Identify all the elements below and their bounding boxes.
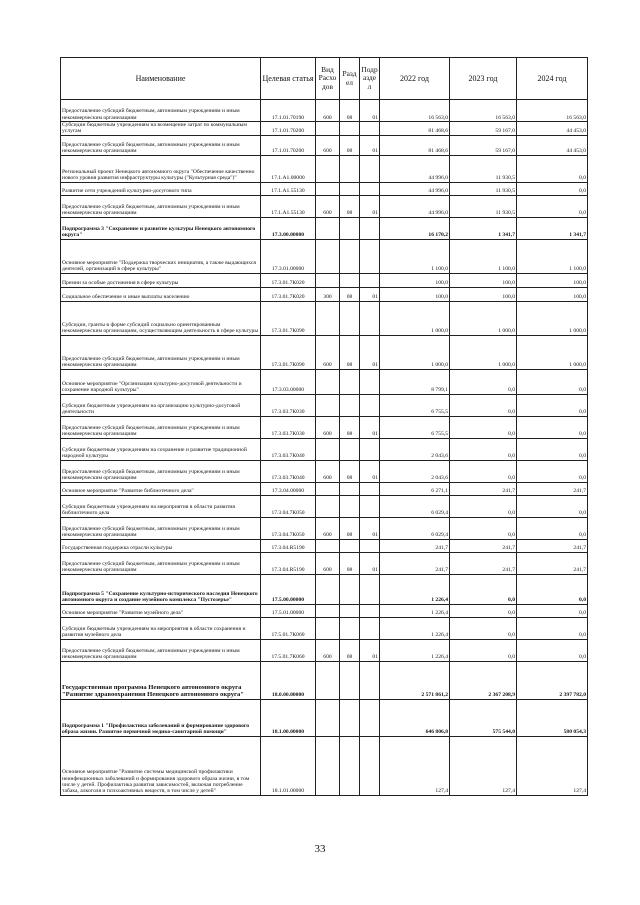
cell-expense-type	[316, 736, 340, 795]
budget-table	[60, 57, 588, 796]
cell-name: Предоставление субсидий бюджетным, автономным учреждениям и иным некоммерческим организациям	[61, 639, 261, 661]
cell-target: 18.1.00.00000	[261, 699, 316, 736]
cell-expense-type: 600	[316, 135, 340, 155]
cell-2023: 1 341,7	[450, 217, 517, 239]
cell-expense-type	[316, 239, 340, 273]
table-row	[61, 552, 588, 574]
cell-2023: 0,0	[450, 369, 517, 394]
cell-name: Предоставление субсидий бюджетным, автономным учреждениям и иным некоммерческим организациям	[61, 100, 261, 122]
table-row	[61, 495, 588, 517]
table-row	[61, 335, 588, 369]
cell-expense-type: 300	[316, 287, 340, 301]
cell-subsection	[360, 273, 380, 287]
cell-expense-type	[316, 495, 340, 517]
table-row	[61, 617, 588, 639]
cell-target: 17.1.01.70200	[261, 122, 316, 136]
cell-section	[340, 122, 360, 136]
cell-2022: 6 271,1	[380, 482, 450, 495]
cell-2023: 0,0	[450, 438, 517, 460]
cell-2022: 2 571 861,2	[380, 661, 450, 699]
cell-name: Основное мероприятие "Развитие системы медицинской профилактики неинфекционных заболеваний и формирования здорового образа жизни, в том числе у детей. Профилактика развития зависимостей, включая потребление табака, алкоголя и психоактивных веществ, в том числе у детей"	[61, 736, 261, 795]
table-row	[61, 604, 588, 617]
cell-name: Предоставление субсидий бюджетным, автономным учреждениям и иным некоммерческим организациям	[61, 195, 261, 217]
cell-2024: 0,0	[517, 438, 588, 460]
table-row	[61, 301, 588, 335]
cell-subsection: 01	[360, 517, 380, 539]
cell-2024: 0,0	[517, 495, 588, 517]
cell-section: 08	[340, 135, 360, 155]
cell-2022: 6 029,4	[380, 517, 450, 539]
cell-2022: 44 996,0	[380, 182, 450, 195]
cell-name: Предоставление субсидий бюджетным, автономным учреждениям и иным некоммерческим организациям	[61, 517, 261, 539]
table-row	[61, 100, 588, 122]
cell-2024: 0,0	[517, 639, 588, 661]
table-body	[61, 100, 588, 796]
cell-expense-type: 600	[316, 517, 340, 539]
cell-subsection	[360, 182, 380, 195]
cell-2024: 0,0	[517, 182, 588, 195]
header-expense-type: Вид Расхо дов	[316, 58, 340, 100]
cell-2024: 241,7	[517, 482, 588, 495]
cell-target: 17.3.01.7К090	[261, 301, 316, 335]
cell-subsection: 01	[360, 287, 380, 301]
cell-section	[340, 182, 360, 195]
cell-2022: 44 996,0	[380, 155, 450, 182]
table-row	[61, 394, 588, 416]
cell-section: 08	[340, 639, 360, 661]
cell-2024: 0,0	[517, 394, 588, 416]
table-row	[61, 416, 588, 438]
cell-2024: 1 100,0	[517, 239, 588, 273]
cell-subsection	[360, 736, 380, 795]
cell-section	[340, 495, 360, 517]
cell-subsection	[360, 122, 380, 136]
cell-2022: 2 043,6	[380, 438, 450, 460]
cell-expense-type	[316, 217, 340, 239]
cell-2022: 1 000,0	[380, 301, 450, 335]
cell-subsection	[360, 301, 380, 335]
cell-name: Основное мероприятие "Организация культурно-досуговой деятельности и сохранение народной культуры"	[61, 369, 261, 394]
cell-subsection	[360, 617, 380, 639]
cell-2023: 0,0	[450, 460, 517, 482]
cell-expense-type: 600	[316, 639, 340, 661]
cell-2024: 0,0	[517, 460, 588, 482]
header-2024: 2024 год	[517, 58, 588, 100]
cell-section: 08	[340, 552, 360, 574]
cell-section	[340, 539, 360, 552]
cell-2023: 2 367 208,9	[450, 661, 517, 699]
cell-target: 17.3.01.7К090	[261, 335, 316, 369]
cell-name: Основное мероприятие "Развитие музейного дела"	[61, 604, 261, 617]
cell-section	[340, 301, 360, 335]
header-section: Разд ел	[340, 58, 360, 100]
cell-2022: 8 799,1	[380, 369, 450, 394]
cell-name: Социальное обеспечение и иные выплаты населению	[61, 287, 261, 301]
cell-section	[340, 699, 360, 736]
table-row	[61, 539, 588, 552]
table-row	[61, 217, 588, 239]
table-row	[61, 122, 588, 136]
cell-2022: 100,0	[380, 287, 450, 301]
cell-subsection	[360, 155, 380, 182]
cell-subsection	[360, 661, 380, 699]
cell-name: Субсидии бюджетным учреждениям на мероприятия в области развития библиотечного дела	[61, 495, 261, 517]
cell-2023: 241,7	[450, 552, 517, 574]
cell-name: Подпрограмма 1 "Профилактика заболеваний и формирование здорового образа жизни. Развитие первичной медико-санитарной помощи"	[61, 699, 261, 736]
cell-2022: 16 563,0	[380, 100, 450, 122]
table-row	[61, 438, 588, 460]
table-row	[61, 287, 588, 301]
cell-2024: 0,0	[517, 195, 588, 217]
cell-2024: 0,0	[517, 604, 588, 617]
cell-2023: 0,0	[450, 617, 517, 639]
cell-target: 17.1.А1.00000	[261, 155, 316, 182]
table-header-row	[61, 58, 588, 100]
cell-2023: 59 167,0	[450, 122, 517, 136]
cell-2022: 1 100,0	[380, 239, 450, 273]
cell-2024: 0,0	[517, 517, 588, 539]
cell-name: Развитие сети учреждений культурно-досугового типа	[61, 182, 261, 195]
table-row	[61, 574, 588, 604]
cell-2022: 1 000,0	[380, 335, 450, 369]
cell-2022: 6 029,4	[380, 495, 450, 517]
cell-expense-type	[316, 394, 340, 416]
cell-2024: 0,0	[517, 617, 588, 639]
cell-2024: 44 453,0	[517, 122, 588, 136]
cell-2024: 2 397 782,0	[517, 661, 588, 699]
cell-2023: 16 563,0	[450, 100, 517, 122]
cell-target: 17.3.03.7К040	[261, 438, 316, 460]
cell-target: 17.5.00.00000	[261, 574, 316, 604]
header-2023: 2023 год	[450, 58, 517, 100]
cell-section	[340, 273, 360, 287]
cell-section: 08	[340, 100, 360, 122]
cell-2023: 0,0	[450, 416, 517, 438]
cell-subsection	[360, 217, 380, 239]
cell-name: Основное мероприятие "Поддержка творческих инициатив, а также выдающихся деятелей, организаций в сфере культуры"	[61, 239, 261, 273]
header-2022: 2022 год	[380, 58, 450, 100]
cell-2023: 1 000,0	[450, 335, 517, 369]
cell-subsection	[360, 239, 380, 273]
table-row	[61, 661, 588, 699]
table-row	[61, 639, 588, 661]
cell-name: Подпрограмма 3 "Сохранение и развитие культуры Ненецкого автономного округа"	[61, 217, 261, 239]
cell-name: Предоставление субсидий бюджетным, автономным учреждениям и иным некоммерческим организациям	[61, 335, 261, 369]
cell-name: Субсидии, гранты в форме субсидий социально ориентированным некоммерческим организациям, осуществляющим деятельность в сфере культуры	[61, 301, 261, 335]
cell-2024: 44 453,0	[517, 135, 588, 155]
table-row	[61, 155, 588, 182]
cell-target: 17.3.01.7К020	[261, 287, 316, 301]
cell-2022: 241,7	[380, 552, 450, 574]
cell-2024: 1 341,7	[517, 217, 588, 239]
cell-subsection	[360, 369, 380, 394]
cell-subsection: 01	[360, 335, 380, 369]
cell-expense-type	[316, 539, 340, 552]
cell-2022: 6 755,5	[380, 394, 450, 416]
cell-target: 17.3.03.7К040	[261, 460, 316, 482]
page-number: 33	[314, 843, 326, 855]
cell-subsection	[360, 394, 380, 416]
cell-section	[340, 239, 360, 273]
cell-2022: 100,0	[380, 273, 450, 287]
cell-2022: 241,7	[380, 539, 450, 552]
cell-target: 18.1.01.00000	[261, 736, 316, 795]
cell-section: 08	[340, 416, 360, 438]
table-row	[61, 369, 588, 394]
cell-name: Предоставление субсидий бюджетным, автономным учреждениям и иным некоммерческим организациям	[61, 416, 261, 438]
cell-name: Предоставление субсидий бюджетным, автономным учреждениям и иным некоммерческим организациям	[61, 135, 261, 155]
cell-2023: 0,0	[450, 394, 517, 416]
cell-name: Субсидии бюджетным учреждениям на возмещение затрат по коммунальным услугам	[61, 122, 261, 136]
cell-section	[340, 604, 360, 617]
cell-2023: 0,0	[450, 495, 517, 517]
cell-name: Государственная поддержка отрасли культуры	[61, 539, 261, 552]
cell-target: 17.1.А1.55130	[261, 182, 316, 195]
cell-name: Региональный проект Ненецкого автономного округа "Обеспечение качественно нового уровня развития инфраструктуры культуры ("Культурная среда")"	[61, 155, 261, 182]
cell-expense-type	[316, 122, 340, 136]
cell-2022: 2 043,6	[380, 460, 450, 482]
cell-2023: 11 930,5	[450, 182, 517, 195]
cell-subsection: 01	[360, 460, 380, 482]
cell-expense-type	[316, 482, 340, 495]
cell-subsection: 01	[360, 135, 380, 155]
cell-target: 17.3.04.7К050	[261, 495, 316, 517]
cell-section	[340, 438, 360, 460]
cell-name: Субсидии бюджетным учреждениям на сохранение и развитие традиционной народной культуры	[61, 438, 261, 460]
cell-target: 17.3.03.7К030	[261, 416, 316, 438]
table-row	[61, 517, 588, 539]
header-target: Целевая статья	[261, 58, 316, 100]
cell-2024: 580 054,3	[517, 699, 588, 736]
cell-subsection	[360, 699, 380, 736]
header-name: Наименование	[61, 58, 261, 100]
cell-expense-type	[316, 617, 340, 639]
cell-expense-type	[316, 182, 340, 195]
cell-2023: 1 000,0	[450, 301, 517, 335]
cell-2023: 1 100,0	[450, 239, 517, 273]
cell-2022: 81 468,6	[380, 122, 450, 136]
cell-name: Субсидии бюджетным учреждениям на организацию культурно-досуговой деятельности	[61, 394, 261, 416]
cell-expense-type: 600	[316, 195, 340, 217]
cell-target: 17.3.00.00000	[261, 217, 316, 239]
cell-subsection: 01	[360, 100, 380, 122]
cell-target: 17.3.04.00000	[261, 482, 316, 495]
cell-name: Подпрограмма 5 "Сохранение культурно-исторического наследия Ненецкого автономного округа и создание музейного комплекса "Пустозерье"	[61, 574, 261, 604]
table-row	[61, 182, 588, 195]
cell-2022: 127,4	[380, 736, 450, 795]
cell-subsection: 01	[360, 552, 380, 574]
cell-section	[340, 394, 360, 416]
cell-2022: 81 468,6	[380, 135, 450, 155]
cell-2024: 127,4	[517, 736, 588, 795]
cell-2022: 1 226,4	[380, 617, 450, 639]
table-row	[61, 239, 588, 273]
cell-subsection: 01	[360, 195, 380, 217]
cell-subsection: 01	[360, 639, 380, 661]
cell-2023: 100,0	[450, 287, 517, 301]
cell-section: 08	[340, 517, 360, 539]
cell-2024: 241,7	[517, 552, 588, 574]
cell-target: 17.3.03.00000	[261, 369, 316, 394]
cell-2023: 100,0	[450, 273, 517, 287]
cell-expense-type	[316, 273, 340, 287]
cell-expense-type: 600	[316, 335, 340, 369]
cell-section: 08	[340, 335, 360, 369]
cell-target: 17.3.01.7К020	[261, 273, 316, 287]
cell-expense-type: 600	[316, 416, 340, 438]
cell-2024: 100,0	[517, 273, 588, 287]
cell-subsection	[360, 482, 380, 495]
cell-2024: 0,0	[517, 155, 588, 182]
cell-target: 17.3.04.R5190	[261, 552, 316, 574]
table-row	[61, 460, 588, 482]
cell-name: Предоставление субсидий бюджетным, автономным учреждениям и иным некоммерческим организациям	[61, 460, 261, 482]
cell-2024: 100,0	[517, 287, 588, 301]
cell-section	[340, 574, 360, 604]
cell-target: 18.0.00.00000	[261, 661, 316, 699]
cell-2023: 0,0	[450, 639, 517, 661]
cell-2024: 0,0	[517, 416, 588, 438]
cell-target: 17.1.01.70200	[261, 135, 316, 155]
cell-expense-type	[316, 155, 340, 182]
cell-2022: 44 996,0	[380, 195, 450, 217]
cell-section: 08	[340, 460, 360, 482]
cell-2023: 241,7	[450, 539, 517, 552]
cell-expense-type: 600	[316, 460, 340, 482]
cell-name: Премии за особые достижения в сфере культуры	[61, 273, 261, 287]
table-row	[61, 135, 588, 155]
cell-expense-type	[316, 699, 340, 736]
cell-section	[340, 661, 360, 699]
cell-2024: 1 000,0	[517, 301, 588, 335]
cell-expense-type	[316, 604, 340, 617]
cell-2022: 1 226,4	[380, 639, 450, 661]
cell-section	[340, 217, 360, 239]
table-row	[61, 736, 588, 795]
cell-name: Государственная программа Ненецкого автономного округа "Развитие здравоохранения Ненецкого автономного округа"	[61, 661, 261, 699]
cell-2023: 11 930,5	[450, 195, 517, 217]
cell-expense-type	[316, 301, 340, 335]
cell-2023: 0,0	[450, 574, 517, 604]
cell-expense-type	[316, 661, 340, 699]
cell-2023: 575 544,0	[450, 699, 517, 736]
cell-2024: 0,0	[517, 574, 588, 604]
cell-section: 08	[340, 195, 360, 217]
cell-2022: 646 806,8	[380, 699, 450, 736]
cell-2022: 1 226,4	[380, 574, 450, 604]
cell-section	[340, 736, 360, 795]
cell-section	[340, 155, 360, 182]
cell-section	[340, 617, 360, 639]
cell-subsection	[360, 539, 380, 552]
cell-expense-type	[316, 438, 340, 460]
header-subsection: Подр азде л	[360, 58, 380, 100]
cell-target: 17.3.04.7К050	[261, 517, 316, 539]
cell-2024: 16 563,0	[517, 100, 588, 122]
cell-subsection: 01	[360, 416, 380, 438]
cell-2023: 0,0	[450, 517, 517, 539]
cell-target: 17.5.01.00000	[261, 604, 316, 617]
cell-subsection	[360, 495, 380, 517]
cell-target: 17.5.01.7К060	[261, 617, 316, 639]
cell-section: 08	[340, 287, 360, 301]
cell-name: Субсидии бюджетным учреждениям на мероприятия в области сохранения и развития музейного дела	[61, 617, 261, 639]
cell-target: 17.3.01.00000	[261, 239, 316, 273]
cell-name: Основное мероприятие "Развитие библиотечного дела"	[61, 482, 261, 495]
table-row	[61, 482, 588, 495]
cell-target: 17.1.А1.55130	[261, 195, 316, 217]
cell-expense-type	[316, 574, 340, 604]
cell-2024: 1 000,0	[517, 335, 588, 369]
cell-target: 17.1.01.70190	[261, 100, 316, 122]
cell-expense-type: 600	[316, 552, 340, 574]
cell-2022: 1 226,4	[380, 604, 450, 617]
cell-target: 17.3.03.7К030	[261, 394, 316, 416]
cell-2022: 6 755,5	[380, 416, 450, 438]
cell-expense-type	[316, 369, 340, 394]
cell-2023: 127,4	[450, 736, 517, 795]
cell-2023: 11 930,5	[450, 155, 517, 182]
cell-2023: 0,0	[450, 604, 517, 617]
cell-2023: 241,7	[450, 482, 517, 495]
cell-2023: 59 167,0	[450, 135, 517, 155]
cell-target: 17.3.04.R5190	[261, 539, 316, 552]
cell-name: Предоставление субсидий бюджетным, автономным учреждениям и иным некоммерческим организациям	[61, 552, 261, 574]
cell-2024: 0,0	[517, 369, 588, 394]
cell-target: 17.5.01.7К060	[261, 639, 316, 661]
cell-section	[340, 369, 360, 394]
cell-subsection	[360, 604, 380, 617]
cell-section	[340, 482, 360, 495]
cell-subsection	[360, 574, 380, 604]
table-row	[61, 273, 588, 287]
cell-2024: 241,7	[517, 539, 588, 552]
table-row	[61, 699, 588, 736]
cell-2022: 16 170,2	[380, 217, 450, 239]
cell-subsection	[360, 438, 380, 460]
table-row	[61, 195, 588, 217]
cell-expense-type: 600	[316, 100, 340, 122]
